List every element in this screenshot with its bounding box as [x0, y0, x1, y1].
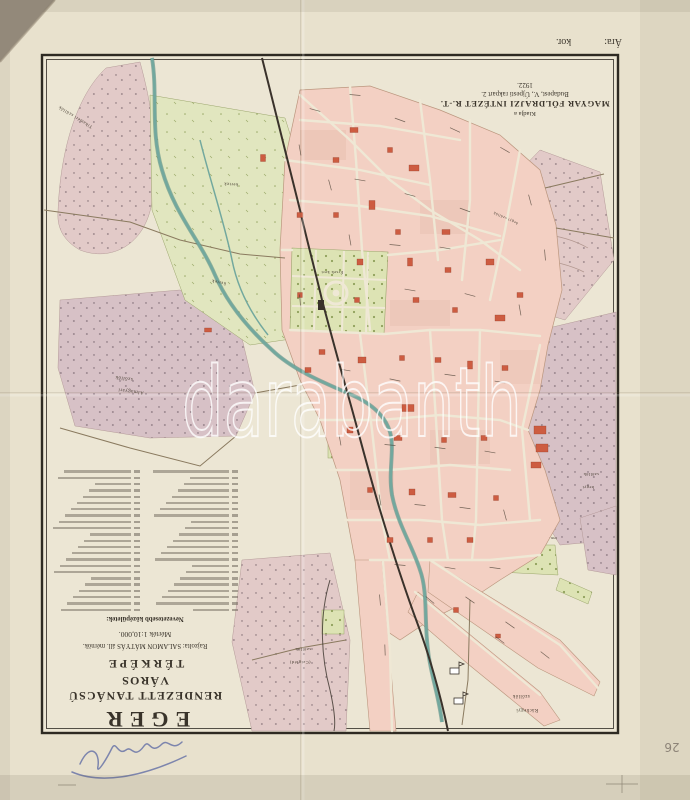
legend-entry-illegible [150, 483, 238, 485]
legend-entry-illegible [52, 552, 140, 554]
publisher-name: MAGYAR FÖLDRAJZI INTÉZET R.-T. [440, 98, 610, 109]
district-label: Ráchegyi [515, 707, 539, 712]
legend-entry-illegible [52, 496, 140, 498]
legend-entry-illegible [150, 590, 238, 592]
district-label: tem. [548, 536, 558, 540]
district-label: szőllők [583, 472, 599, 477]
price-unit: kor. [556, 36, 572, 48]
legend-entry-illegible [150, 577, 238, 579]
legend-entry-illegible [52, 609, 140, 611]
district-label: szőllők [512, 693, 530, 698]
legend-columns [46, 467, 244, 615]
legend-entry-illegible [150, 508, 238, 510]
legend-entry-illegible [52, 565, 140, 567]
map-scale: Mérték 1:10,000. [118, 630, 172, 639]
district-label: (Czigléd) [289, 660, 311, 665]
price-label: Ára: [604, 36, 622, 48]
legend-entry-illegible [150, 583, 238, 585]
legend-heading: Nevezetesebb középületek: [106, 615, 184, 622]
district-label: hegyi [582, 485, 594, 490]
legend-entry-illegible [150, 470, 238, 472]
publisher-kiadja: Kiadja a [514, 110, 536, 117]
legend-entry-illegible [150, 596, 238, 598]
title-legend-block [46, 438, 244, 736]
legend-entry-illegible [52, 602, 140, 604]
publisher-block [430, 63, 620, 117]
legend-entry-illegible [150, 558, 238, 560]
legend-entry-illegible [52, 483, 140, 485]
legend-entry-illegible [52, 583, 140, 585]
district-label: hegyi szőllők [492, 210, 519, 226]
district-label: Tihaméri szőllők [57, 104, 94, 130]
district-label: kertek [211, 278, 227, 287]
map-title-subtitle: RENDEZETT TANÁCSÚ VÁROS [67, 674, 223, 703]
legend-entry-illegible [52, 540, 140, 542]
map-title-city: EGER [99, 707, 191, 732]
map-credit: Rajzolta: SALAMON MÁTYÁS áll. mérnök. [82, 642, 208, 649]
legend-entry-illegible [52, 521, 140, 523]
legend-entry-illegible [150, 552, 238, 554]
legend-entry-illegible [150, 609, 238, 611]
district-label: szőllők [294, 647, 312, 652]
legend-entry-illegible [150, 489, 238, 491]
legend-entry-illegible [52, 533, 140, 535]
publisher-year: 1922. [517, 81, 533, 90]
legend-entry-illegible [150, 533, 238, 535]
legend-entry-illegible [150, 496, 238, 498]
legend-entry-illegible [52, 546, 140, 548]
legend-column [52, 467, 140, 611]
legend-entry-illegible [52, 477, 140, 479]
legend-entry-illegible [52, 596, 140, 598]
district-label: Almagyari [117, 386, 145, 395]
district-label: szőllők [114, 373, 134, 382]
legend-entry-illegible [52, 514, 140, 516]
legend-entry-illegible [52, 489, 140, 491]
pencil-inventory-number: 26 [664, 740, 680, 754]
legend-entry-illegible [150, 565, 238, 567]
legend-entry-illegible [150, 477, 238, 479]
legend-entry-illegible [150, 527, 238, 529]
legend-entry-illegible [52, 502, 140, 504]
legend-entry-illegible [52, 577, 140, 579]
district-label: kertek [223, 181, 239, 188]
legend-entry-illegible [52, 527, 140, 529]
map-title-type: TÉRKÉPE [105, 657, 185, 671]
legend-column [150, 467, 238, 611]
legend-entry-illegible [150, 602, 238, 604]
price-line [556, 33, 622, 51]
district-label: Érsek kert [320, 270, 344, 275]
legend-entry-illegible [150, 514, 238, 516]
legend-entry-illegible [150, 540, 238, 542]
legend-entry-illegible [150, 521, 238, 523]
legend-entry-illegible [150, 571, 238, 573]
legend-entry-illegible [52, 571, 140, 573]
legend-entry-illegible [52, 590, 140, 592]
darabanth-watermark: darabanth [182, 347, 522, 459]
legend-entry-illegible [52, 558, 140, 560]
legend-entry-illegible [150, 546, 238, 548]
park-ersekkert [290, 248, 388, 334]
legend-entry-illegible [52, 470, 140, 472]
legend-entry-illegible [150, 502, 238, 504]
publisher-address: Budapest, V., Újpesti rakpart 2. [481, 90, 569, 99]
legend-entry-illegible [52, 508, 140, 510]
